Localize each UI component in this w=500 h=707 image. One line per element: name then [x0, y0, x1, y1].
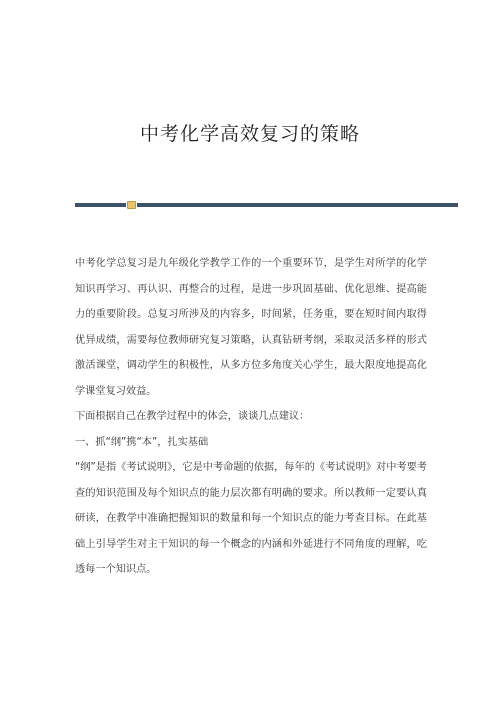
divider-bar-right — [137, 203, 458, 207]
book-icon — [127, 201, 136, 209]
section-heading: 一、抓“纲”携“本”，扎实基础 — [75, 436, 209, 448]
paragraph-intro: 中考化学总复习是九年级化学教学工作的一个重要环节，是学生对所学的化学知识再学习、再认识、再整合的过程，是进一步巩固基础、优化思维、提高能力的重要阶段。总复习所涉及的内容多，时间紧，任务重，要在短时间内取得优异成绩，需要每位教师研究复习策略，认真钻研考纲，采取灵活多样的形式激活课堂，调动学生的积极性，从多方位多角度关心学生，最大限度地提高化学课堂复习效益。 — [75, 258, 427, 397]
divider-bar-left — [75, 203, 126, 207]
title-divider — [75, 203, 458, 207]
page-title: 中考化学高效复习的策略 — [139, 123, 360, 145]
paragraph-lead-in: 下面根据自己在教学过程中的体会，谈谈几点建议： — [75, 411, 310, 422]
paragraph-section-1: “纲”是指《考试说明》，它是中考命题的依据，每年的《考试说明》对中考要考查的知识范围及每个知识点的能力层次都有明确的要求。所以教师一定要认真研读，在教学中准确把握知识的数量和每一个知识点的能力考查目标。在此基础上引导学生对主干知识的每一个概念的内涵和外延进行不同角度的理解，吃透每一个知识点。 — [75, 462, 427, 575]
document-body — [75, 251, 427, 583]
